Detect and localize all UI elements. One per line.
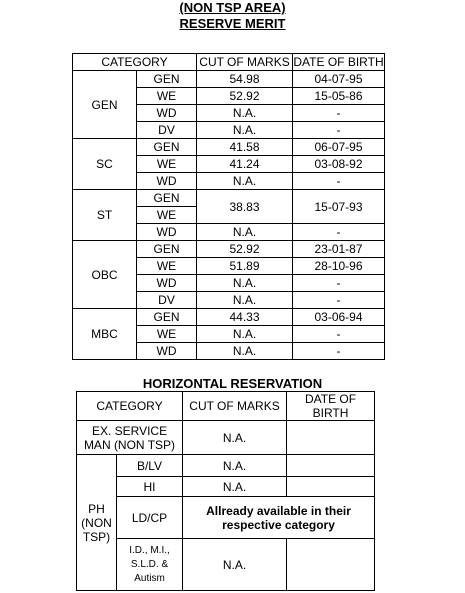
subcategory-cell: WD bbox=[137, 343, 197, 360]
page-title: (NON TSP AREA) bbox=[179, 0, 286, 15]
ex-service-marks: N.A. bbox=[183, 421, 287, 455]
table-row bbox=[73, 241, 385, 258]
marks-cell: N.A. bbox=[197, 224, 293, 241]
table-row bbox=[77, 421, 375, 455]
table-row bbox=[77, 455, 375, 477]
subcategory-cell: WD bbox=[137, 173, 197, 190]
ph-sub-label: I.D., M.I., S.L.D. & Autism bbox=[117, 539, 183, 591]
table-row bbox=[77, 539, 375, 591]
marks-cell: 38.83 bbox=[197, 190, 293, 224]
h-header-category: CATEGORY bbox=[77, 392, 183, 421]
ph-dob bbox=[287, 455, 375, 477]
h-header-cut-of-marks: CUT OF MARKS bbox=[183, 392, 287, 421]
subcategory-cell: WE bbox=[137, 156, 197, 173]
marks-cell: N.A. bbox=[197, 275, 293, 292]
marks-cell: 54.98 bbox=[197, 71, 293, 88]
ph-dob bbox=[287, 539, 375, 591]
ph-sub-label: HI bbox=[117, 477, 183, 497]
marks-cell: N.A. bbox=[197, 343, 293, 360]
dob-cell: 23-01-87 bbox=[293, 241, 385, 258]
marks-cell: 51.89 bbox=[197, 258, 293, 275]
marks-cell: 41.24 bbox=[197, 156, 293, 173]
header-category: CATEGORY bbox=[73, 54, 197, 71]
header-date-of-birth: DATE OF BIRTH bbox=[293, 55, 384, 69]
marks-cell: N.A. bbox=[197, 173, 293, 190]
ex-service-dob bbox=[287, 421, 375, 455]
subcategory-cell: WE bbox=[137, 326, 197, 343]
subcategory-cell: GEN bbox=[137, 139, 197, 156]
dob-cell: - bbox=[293, 105, 385, 122]
marks-cell: 41.58 bbox=[197, 139, 293, 156]
subcategory-cell: GEN bbox=[137, 190, 197, 207]
subcategory-cell: WE bbox=[137, 258, 197, 275]
marks-cell: N.A. bbox=[197, 292, 293, 309]
header-row bbox=[77, 392, 375, 421]
ph-sub-label: B/LV bbox=[117, 455, 183, 477]
category-cell: ST bbox=[73, 190, 137, 241]
marks-cell: N.A. bbox=[197, 105, 293, 122]
dob-cell: 03-08-92 bbox=[293, 156, 385, 173]
dob-cell: 15-05-86 bbox=[293, 88, 385, 105]
ph-sub-label: LD/CP bbox=[117, 497, 183, 539]
marks-cell: 52.92 bbox=[197, 241, 293, 258]
dob-cell: - bbox=[293, 326, 385, 343]
h-header-date-of-birth: DATE OF BIRTH bbox=[287, 392, 375, 421]
dob-cell: - bbox=[293, 224, 385, 241]
subcategory-cell: WD bbox=[137, 105, 197, 122]
table-row bbox=[73, 190, 385, 207]
subcategory-cell: DV bbox=[137, 292, 197, 309]
dob-cell: - bbox=[293, 122, 385, 139]
category-cell: GEN bbox=[73, 71, 137, 139]
ph-marks: N.A. bbox=[183, 539, 287, 591]
dob-cell: 28-10-96 bbox=[293, 258, 385, 275]
ph-dob bbox=[287, 477, 375, 497]
horizontal-title: HORIZONTAL RESERVATION bbox=[142, 376, 323, 391]
subcategory-cell: GEN bbox=[137, 241, 197, 258]
ph-label: PH (NON TSP) bbox=[77, 455, 117, 591]
subcategory-cell: WE bbox=[137, 88, 197, 105]
subcategory-cell: WD bbox=[137, 275, 197, 292]
category-cell: SC bbox=[73, 139, 137, 190]
dob-cell: - bbox=[293, 343, 385, 360]
subcategory-cell: GEN bbox=[137, 309, 197, 326]
table-row bbox=[73, 139, 385, 156]
marks-cell: N.A. bbox=[197, 326, 293, 343]
category-cell: MBC bbox=[73, 309, 137, 360]
header-cut-of-marks: CUT OF MARKS bbox=[197, 54, 293, 71]
ph-marks: N.A. bbox=[183, 477, 287, 497]
marks-cell: 52.92 bbox=[197, 88, 293, 105]
dob-cell: - bbox=[293, 292, 385, 309]
dob-cell: 04-07-95 bbox=[293, 71, 385, 88]
subcategory-cell: WE bbox=[137, 207, 197, 224]
reserve-merit-table bbox=[72, 53, 385, 360]
ph-merged-note: Allready available in their respective category bbox=[183, 497, 375, 539]
category-cell: OBC bbox=[73, 241, 137, 309]
dob-cell: - bbox=[293, 173, 385, 190]
marks-cell: 44.33 bbox=[197, 309, 293, 326]
dob-cell: 03-06-94 bbox=[293, 309, 385, 326]
header-row bbox=[73, 54, 385, 71]
subcategory-cell: GEN bbox=[137, 71, 197, 88]
page-subtitle: RESERVE MERIT bbox=[179, 16, 286, 31]
marks-cell: N.A. bbox=[197, 122, 293, 139]
table-row bbox=[77, 497, 375, 539]
ex-service-label: EX. SERVICE MAN (NON TSP) bbox=[77, 421, 183, 455]
table-row bbox=[73, 309, 385, 326]
table-row bbox=[73, 71, 385, 88]
ph-marks: N.A. bbox=[183, 455, 287, 477]
dob-cell: 15-07-93 bbox=[293, 190, 385, 224]
subcategory-cell: WD bbox=[137, 224, 197, 241]
subcategory-cell: DV bbox=[137, 122, 197, 139]
table-row bbox=[77, 477, 375, 497]
dob-cell: 06-07-95 bbox=[293, 139, 385, 156]
horizontal-reservation-table bbox=[76, 391, 375, 591]
dob-cell: - bbox=[293, 275, 385, 292]
